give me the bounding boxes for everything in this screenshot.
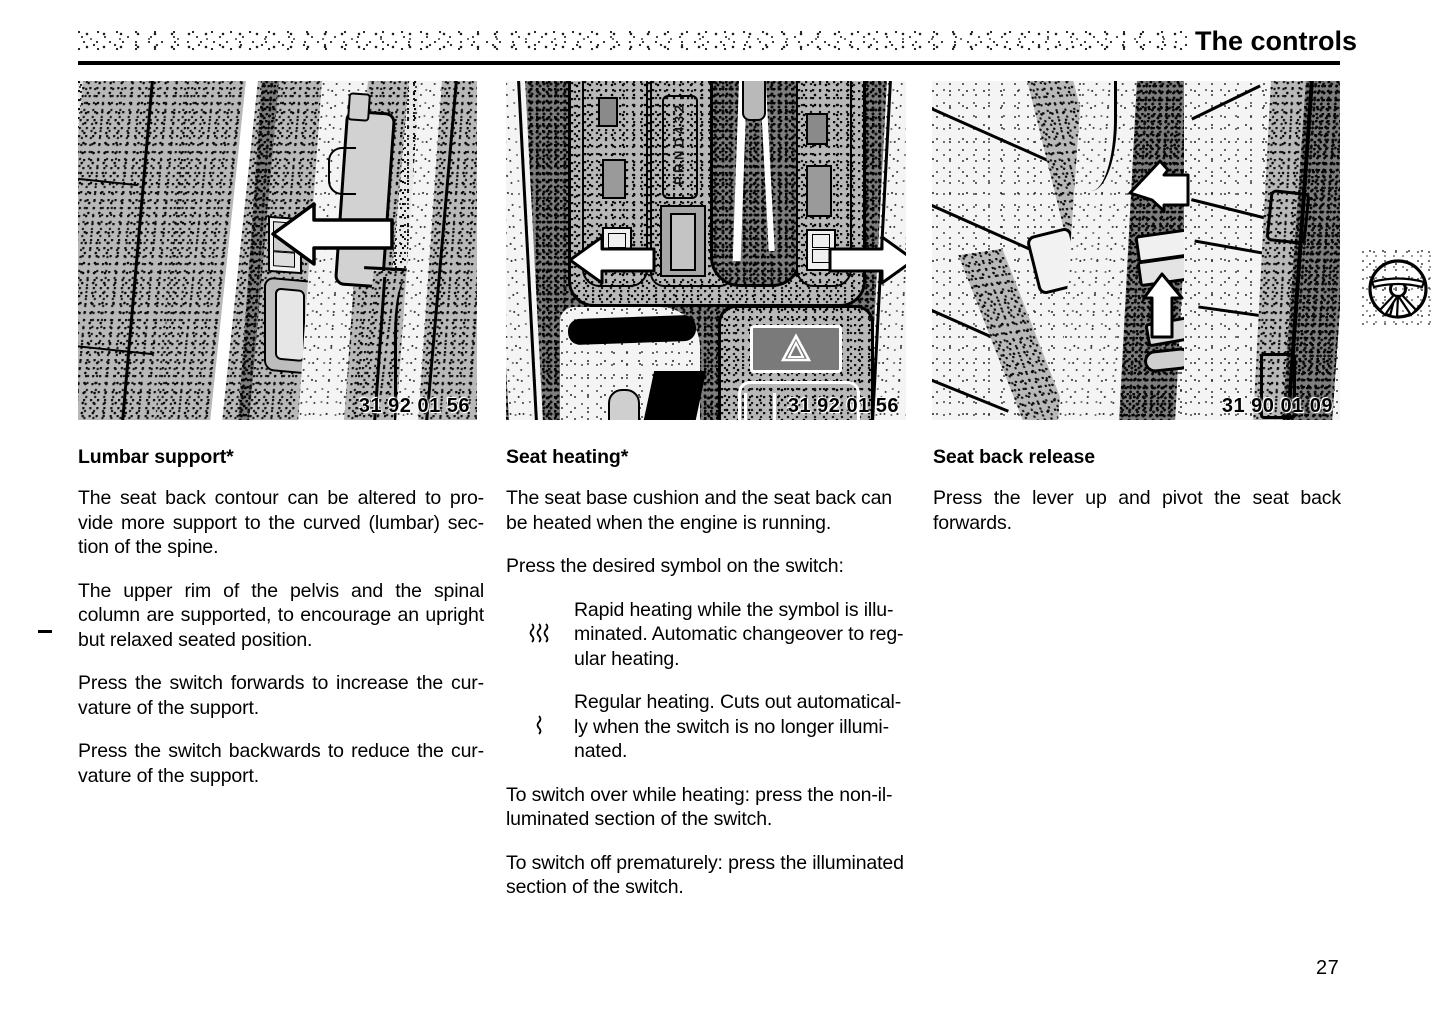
paragraph: The seat base cushion and the seat back can be heated when the engine is running. bbox=[506, 487, 892, 534]
page-title: The controls bbox=[1195, 26, 1358, 56]
lever-knob bbox=[347, 92, 371, 121]
tray-dark bbox=[642, 371, 706, 420]
header-decor-band bbox=[78, 31, 1188, 53]
symbol-item-rapid-heating bbox=[506, 598, 914, 672]
symbol-item-regular-heating bbox=[506, 690, 914, 764]
paragraph: Press the switch backwards to reduce the cur-vature of the support. bbox=[78, 740, 484, 787]
page-number: 27 bbox=[1316, 957, 1340, 979]
steering-wheel-glyph bbox=[1366, 256, 1430, 322]
paragraph: Press the lever up and pivot the seat back forwards. bbox=[933, 487, 1341, 534]
paragraph: The upper rim of the pelvis and the spinal column are supported, to encourage an upright but relaxed seated position. bbox=[78, 579, 484, 651]
section-heading-lumbar: Lumbar support* bbox=[78, 446, 234, 468]
column-lumbar-support bbox=[78, 446, 484, 788]
paragraph: Press the switch forwards to increase the cur-vature of the support. bbox=[78, 672, 484, 719]
cigarette-lighter[interactable] bbox=[608, 389, 640, 420]
symbol-description: Regular heating. Cuts out automatical-ly when the switch is no longer illumi-nated. bbox=[574, 691, 902, 762]
figure-code: 31 92 01 56 bbox=[787, 395, 899, 417]
seat-adjust-paddle[interactable] bbox=[275, 288, 305, 363]
margin-dash-mark bbox=[38, 630, 52, 633]
hazard-triangle-icon bbox=[781, 333, 811, 363]
right-belt-guide bbox=[1265, 189, 1310, 245]
column-seat-heating bbox=[506, 446, 914, 900]
tray-shadow bbox=[568, 315, 697, 345]
lumbar-support-photo bbox=[78, 81, 477, 420]
seat-back-release-photo bbox=[932, 81, 1340, 420]
shift-knob bbox=[742, 81, 766, 121]
figure-code: 31 92 01 56 bbox=[358, 395, 470, 417]
pointer-arrow-right-icon bbox=[826, 233, 906, 287]
selector-gate bbox=[670, 213, 696, 271]
switch-blank-left[interactable] bbox=[598, 97, 618, 127]
paragraph: Press the desired symbol on the switch: bbox=[506, 555, 844, 577]
pointer-arrow-icon bbox=[268, 199, 398, 269]
switch-mirror-left[interactable] bbox=[602, 159, 626, 199]
lever-loop bbox=[328, 147, 356, 195]
hazard-button[interactable] bbox=[750, 325, 842, 373]
header-rule bbox=[78, 61, 1340, 65]
paragraph: To switch over while heating: press the non-il-luminated section of the switch. bbox=[506, 783, 893, 830]
column-seat-back-release bbox=[933, 446, 1341, 535]
single-wavy-line-icon bbox=[506, 690, 574, 743]
section-heading-seat-heating: Seat heating* bbox=[506, 446, 629, 468]
pointer-arrow-left-icon bbox=[566, 233, 658, 287]
section-heading-seat-back-release: Seat back release bbox=[933, 446, 1096, 468]
gear-positions-label: P R N D 4 3 2 bbox=[671, 105, 687, 185]
symbol-description: Rapid heating while the symbol is illu-minated. Automatic changeover to reg-ular heating. bbox=[574, 598, 904, 670]
paragraph: The seat back contour can be altered to pro-vide more support to the curved (lumbar) sec-tion of the spine. bbox=[78, 487, 484, 558]
figure-code: 31 90 01 09 bbox=[1221, 395, 1333, 417]
panel-ridges bbox=[744, 393, 776, 420]
switch-window-right[interactable] bbox=[806, 165, 832, 217]
switch-blank-right[interactable] bbox=[806, 113, 828, 145]
steering-wheel-icon bbox=[1362, 250, 1434, 328]
paragraph: To switch off prematurely: press the illuminated section of the switch. bbox=[506, 851, 904, 898]
pivot-forward-arrow-icon bbox=[1142, 271, 1186, 343]
triple-wavy-line-icon bbox=[506, 598, 574, 651]
seat-heating-photo bbox=[506, 81, 906, 420]
press-lever-arrow-icon bbox=[1126, 153, 1196, 215]
selector-window bbox=[660, 205, 706, 277]
